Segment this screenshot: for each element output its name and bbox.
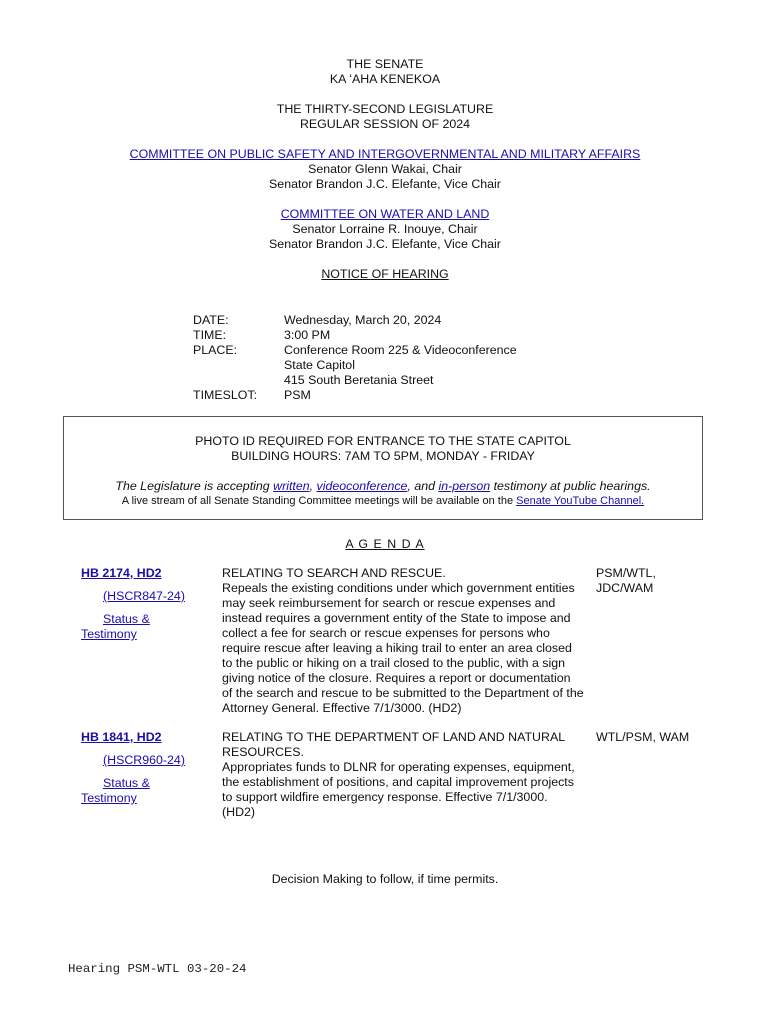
- bill-referral: WTL/PSM, WAM: [596, 730, 690, 744]
- bill-description-title: RELATING TO THE DEPARTMENT OF LAND AND NATURAL RESOURCES.: [222, 730, 565, 759]
- hearing-details: [193, 313, 517, 403]
- status-testimony-link[interactable]: [81, 612, 181, 642]
- status-link-line-1[interactable]: Status &: [103, 776, 150, 790]
- place-line-3: 415 South Beretania Street: [284, 373, 434, 387]
- committee-wtl-link[interactable]: COMMITTEE ON WATER AND LAND: [280, 207, 490, 221]
- status-link-line-1[interactable]: Status &: [103, 612, 150, 626]
- agenda-title: A G E N D A: [345, 537, 425, 551]
- time-label: TIME:: [193, 328, 227, 342]
- bill-description-title: RELATING TO SEARCH AND RESCUE.: [222, 566, 446, 580]
- bill-number-link[interactable]: HB 1841, HD2: [81, 730, 162, 744]
- status-link-line-2[interactable]: Testimony: [81, 627, 137, 641]
- committee-report-link[interactable]: (HSCR960-24): [103, 753, 185, 767]
- senate-youtube-link[interactable]: Senate YouTube Channel.: [516, 495, 645, 507]
- bill-referral: PSM/WTL, JDC/WAM: [596, 566, 656, 595]
- testimony-sep-2: , and: [407, 479, 439, 493]
- timeslot-value: PSM: [284, 388, 311, 402]
- committee-report-link[interactable]: (HSCR847-24): [103, 589, 185, 603]
- notice-title: NOTICE OF HEARING: [321, 267, 449, 281]
- bill-number-link[interactable]: HB 2174, HD2: [81, 566, 162, 580]
- page-footer: Hearing PSM-WTL 03-20-24: [68, 962, 247, 976]
- bill-description: [222, 566, 584, 716]
- live-stream-notice: [64, 494, 702, 509]
- hearing-header: [0, 57, 770, 282]
- building-hours-notice: BUILDING HOURS: 7AM TO 5PM, MONDAY - FRIDAY: [231, 449, 535, 463]
- committee-psm-chair: Senator Glenn Wakai, Chair: [308, 162, 462, 176]
- videoconference-testimony-link[interactable]: videoconference: [316, 479, 408, 493]
- photo-id-notice: PHOTO ID REQUIRED FOR ENTRANCE TO THE STATE CAPITOL: [195, 434, 571, 448]
- committee-psm-vice-chair: Senator Brandon J.C. Elefante, Vice Chair: [269, 177, 501, 191]
- capitol-notice-box: [63, 416, 703, 520]
- testimony-notice: [64, 479, 702, 494]
- decision-making-note: Decision Making to follow, if time permits.: [271, 872, 499, 886]
- place-label: PLACE:: [193, 343, 238, 357]
- testimony-suffix: testimony at public hearings.: [490, 479, 651, 493]
- date-value: Wednesday, March 20, 2024: [284, 313, 442, 327]
- bill-description-body: Appropriates funds to DLNR for operating expenses, equipment, the establishment of positions, and capital improvement projects to support wildfire emergency response. Effective 7/1/3000. (HD2): [222, 760, 575, 819]
- place-line-1: Conference Room 225 & Videoconference: [284, 343, 517, 357]
- chamber-hawaiian-title: KA ʻAHA KENEKOA: [329, 72, 441, 86]
- place-line-2: State Capitol: [284, 358, 355, 372]
- timeslot-label: TIMESLOT:: [193, 388, 258, 402]
- bill-description: [222, 730, 584, 820]
- status-link-line-2[interactable]: Testimony: [81, 791, 137, 805]
- live-stream-prefix: A live stream of all Senate Standing Committee meetings will be available on the: [121, 495, 517, 507]
- date-label: DATE:: [193, 313, 229, 327]
- written-testimony-link[interactable]: written: [273, 479, 310, 493]
- in-person-testimony-link[interactable]: in-person: [438, 479, 491, 493]
- bill-description-body: Repeals the existing conditions under which government entities may seek reimbursement for search or rescue expenses and instead requires a government entity of the State to impose and collect a fee for search or rescue expenses for persons who require rescue after leaving a hiking trail to enter an area closed to the public or hiking on a trail closed to the public, with a sign giving notice of the closure. Requires a report or documentation of the search and rescue to be submitted to the Department of the Attorney General. Effective 7/1/3000. (HD2): [222, 581, 584, 715]
- legislature-title: THE THIRTY-SECOND LEGISLATURE: [276, 102, 494, 116]
- testimony-prefix: The Legislature is accepting: [115, 479, 274, 493]
- status-testimony-link[interactable]: [81, 776, 181, 806]
- chamber-title: THE SENATE: [346, 57, 424, 71]
- committee-wtl-chair: Senator Lorraine R. Inouye, Chair: [292, 222, 478, 236]
- committee-psm-link[interactable]: COMMITTEE ON PUBLIC SAFETY AND INTERGOVERNMENTAL AND MILITARY AFFAIRS: [129, 147, 641, 161]
- testimony-sep-1: ,: [309, 479, 317, 493]
- time-value: 3:00 PM: [284, 328, 331, 342]
- session-title: REGULAR SESSION OF 2024: [299, 117, 471, 131]
- committee-wtl-vice-chair: Senator Brandon J.C. Elefante, Vice Chair: [269, 237, 501, 251]
